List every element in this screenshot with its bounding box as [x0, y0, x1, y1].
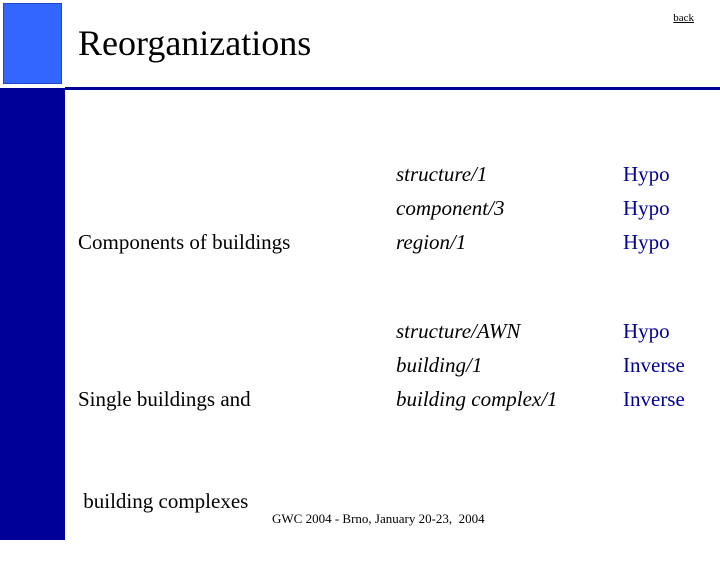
- category-line: Single buildings and: [78, 387, 251, 411]
- category-label: [78, 314, 251, 586]
- category-line: Components of buildings: [78, 230, 291, 254]
- relations-list: [396, 157, 504, 259]
- type-item: Inverse: [623, 387, 685, 411]
- types-list: [623, 314, 685, 416]
- corner-box: [0, 0, 65, 88]
- category-label: [78, 157, 290, 327]
- footer-text: GWC 2004 - Brno, January 20-23, 2004: [272, 511, 485, 526]
- type-item: Hypo: [623, 162, 670, 186]
- category-line: building complexes: [78, 489, 249, 513]
- type-item: Hypo: [623, 319, 670, 343]
- type-item: Inverse: [623, 353, 685, 377]
- corner-accent-square: [3, 3, 62, 84]
- relation-item: structure/AWN: [396, 319, 521, 343]
- type-item: Hypo: [623, 230, 670, 254]
- type-item: Hypo: [623, 196, 670, 220]
- page-title: Reorganizations: [78, 23, 312, 63]
- title-underline-rule: [65, 87, 720, 90]
- back-link[interactable]: back: [673, 12, 694, 24]
- relation-item: region/1: [396, 230, 467, 254]
- types-list: [623, 157, 670, 259]
- relation-item: building/1: [396, 353, 483, 377]
- relations-list: [396, 314, 558, 416]
- relation-item: building complex/1: [396, 387, 558, 411]
- relation-item: component/3: [396, 196, 505, 220]
- relation-item: structure/1: [396, 162, 488, 186]
